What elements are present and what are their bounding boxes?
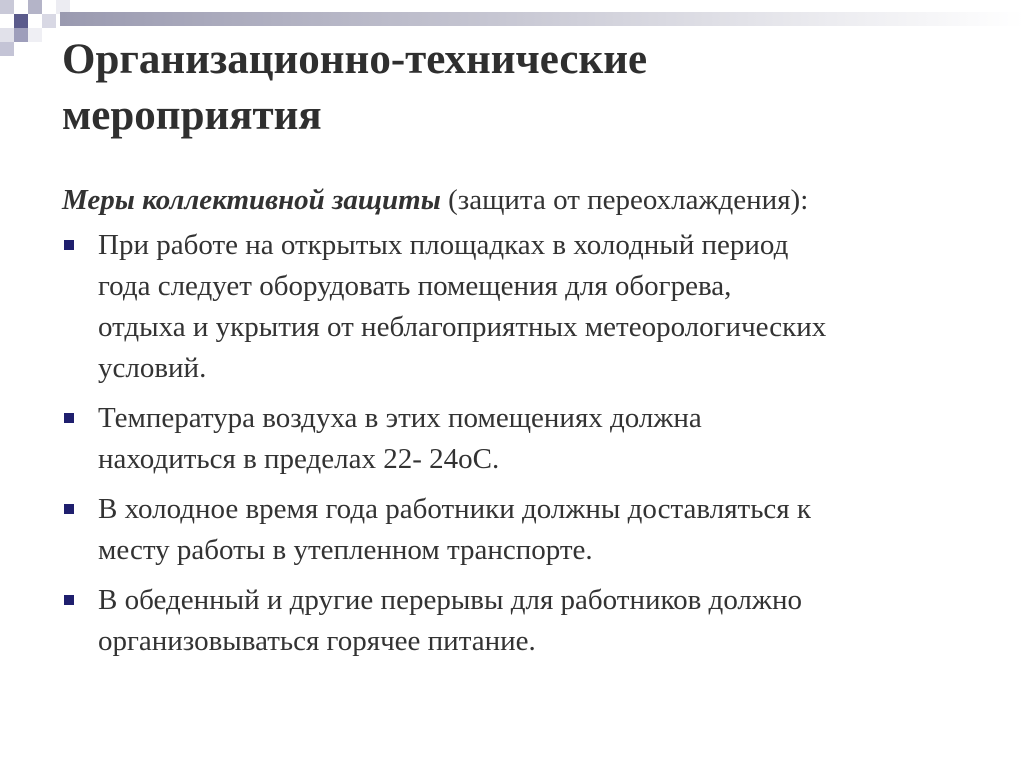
bullet-item xyxy=(62,398,982,480)
corner-square-decoration xyxy=(0,28,14,42)
subtitle-emphasis: Меры коллективной защиты xyxy=(62,184,441,216)
bullet-text-line: организовываться горячее питание. xyxy=(98,625,536,657)
header-gradient-bar xyxy=(60,12,1024,26)
bullet-text-line: отдыха и укрытия от неблагоприятных метеорологических xyxy=(98,311,827,343)
bullet-item xyxy=(62,225,982,389)
corner-square-decoration xyxy=(0,0,14,14)
slide-title-line: Организационно-технические xyxy=(62,36,648,83)
corner-square-decoration xyxy=(14,28,28,42)
corner-square-decoration xyxy=(14,14,28,28)
square-bullet-icon xyxy=(64,413,74,423)
corner-square-decoration xyxy=(28,28,42,42)
bullet-text-line: При работе на открытых площадках в холодный период xyxy=(98,229,789,261)
subtitle-rest: (защита от переохлаждения): xyxy=(440,184,809,216)
bullet-item xyxy=(62,580,982,662)
bullet-item xyxy=(62,489,982,571)
square-bullet-icon xyxy=(64,240,74,250)
slide-body xyxy=(62,180,982,671)
corner-square-decoration xyxy=(42,14,56,28)
corner-square-decoration xyxy=(0,42,14,56)
square-bullet-icon xyxy=(64,504,74,514)
bullet-list xyxy=(62,225,982,662)
bullet-text-line: В холодное время года работники должны доставляться к xyxy=(98,493,811,525)
bullet-text-line: года следует оборудовать помещения для обогрева, xyxy=(98,270,732,302)
square-bullet-icon xyxy=(64,595,74,605)
bullet-text-line: В обеденный и другие перерывы для работников должно xyxy=(98,584,802,616)
slide-title xyxy=(62,32,962,144)
slide-title-line: мероприятия xyxy=(62,92,322,139)
bullet-text-line: Температура воздуха в этих помещениях должна xyxy=(98,402,702,434)
bullet-text-line: месту работы в утепленном транспорте. xyxy=(98,534,593,566)
corner-square-decoration xyxy=(28,0,42,14)
bullet-text-line: условий. xyxy=(98,352,207,384)
section-subtitle xyxy=(62,180,982,221)
bullet-text-line: находиться в пределах 22- 24оС. xyxy=(98,443,500,475)
